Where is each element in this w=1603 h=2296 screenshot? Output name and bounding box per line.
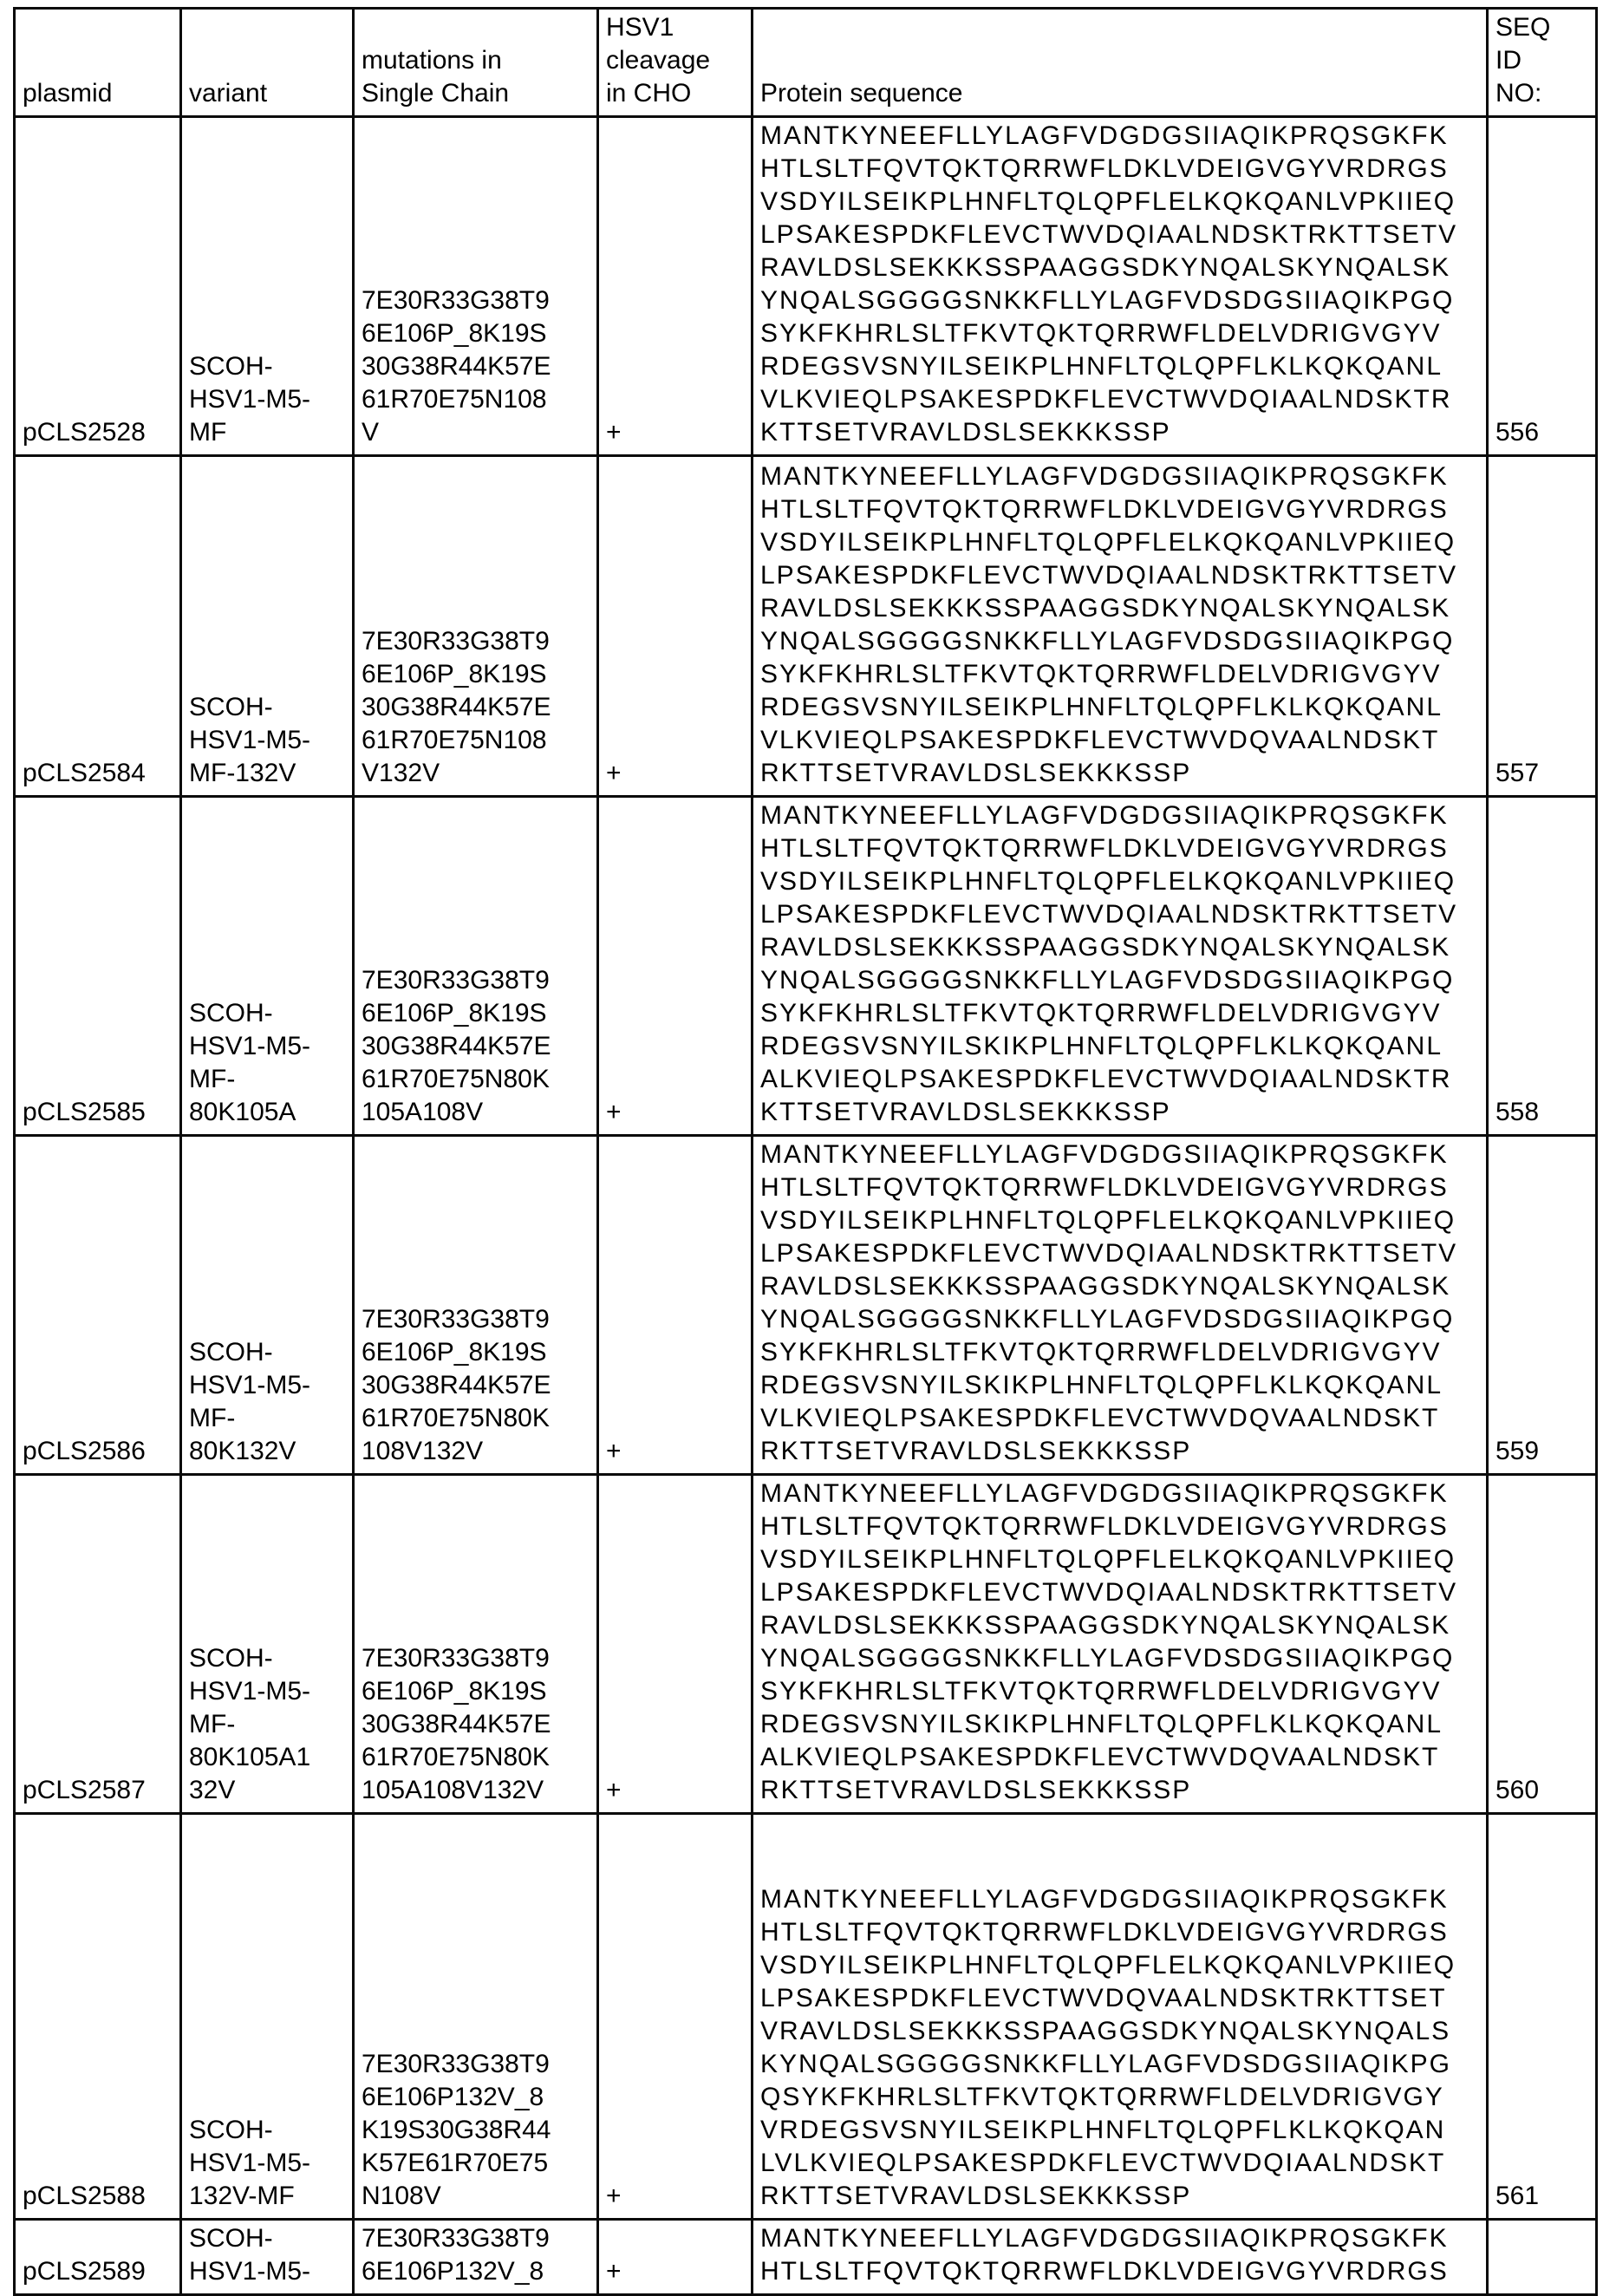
cleavage-cell: + <box>598 456 753 797</box>
seq-id-cell <box>1488 2220 1597 2295</box>
table-row <box>15 1814 1597 2220</box>
mutations-cell: 7E30R33G38T9 6E106P132V_8 <box>354 2220 598 2295</box>
sequence-cell: MANTKYNEEFLLYLAGFVDGDGSIIAQIKPRQSGKFK HTLSLTFQVTQKTQRRWFLDKLVDEIGVGYVRDRGS VSDYILSEIKPLHNFLTQLQPFLELKQKQANLVPKIIEQ LPSAKESPDKFLEVCTWVDQIAALNDSKTRKTTSETV RAVLDSLSEKKKSSPAAGGSDKYNQALSKYNQALSK YNQALSGGGGSNKKFLLYLAGFVDSDGSIIAQIKPGQ SYKFKHRLSLTFKVTQKTQRRWFLDELVDRIGVGYV RDEGSVSNYILSEIKPLHNFLTQLQPFLKLKQKQANL VLKVIEQLPSAKESPDKFLEVCTWVDQIAALNDSKTR KTTSETVRAVLDSLSEKKKSSP <box>753 117 1488 456</box>
table-row <box>15 1136 1597 1475</box>
header-protein-sequence: Protein sequence <box>753 9 1488 117</box>
table-row <box>15 2220 1597 2295</box>
plasmid-cell: pCLS2589 <box>15 2220 181 2295</box>
header-cleavage: HSV1 cleavage in CHO <box>598 9 753 117</box>
sequence-cell: MANTKYNEEFLLYLAGFVDGDGSIIAQIKPRQSGKFK HTLSLTFQVTQKTQRRWFLDKLVDEIGVGYVRDRGS VSDYILSEIKPLHNFLTQLQPFLELKQKQANLVPKIIEQ LPSAKESPDKFLEVCTWVDQIAALNDSKTRKTTSETV RAVLDSLSEKKKSSPAAGGSDKYNQALSKYNQALSK YNQALSGGGGSNKKFLLYLAGFVDSDGSIIAQIKPGQ SYKFKHRLSLTFKVTQKTQRRWFLDELVDRIGVGYV RDEGSVSNYILSKIKPLHNFLTQLQPFLKLKQKQANL VLKVIEQLPSAKESPDKFLEVCTWVDQVAALNDSKT RKTTSETVRAVLDSLSEKKKSSP <box>753 1136 1488 1475</box>
seq-id-cell: 557 <box>1488 456 1597 797</box>
plasmid-cell: pCLS2528 <box>15 117 181 456</box>
variant-cell: SCOH- HSV1-M5- MF- 80K132V <box>181 1136 354 1475</box>
variant-cell: SCOH- HSV1-M5- MF- 80K105A <box>181 797 354 1136</box>
cleavage-cell: + <box>598 117 753 456</box>
plasmid-cell: pCLS2586 <box>15 1136 181 1475</box>
header-seq-id: SEQ ID NO: <box>1488 9 1597 117</box>
patent-table-sheet <box>13 7 1598 2296</box>
sequence-cell: MANTKYNEEFLLYLAGFVDGDGSIIAQIKPRQSGKFK HTLSLTFQVTQKTQRRWFLDKLVDEIGVGYVRDRGS <box>753 2220 1488 2295</box>
mutations-cell: 7E30R33G38T9 6E106P_8K19S 30G38R44K57E 61R70E75N108 V <box>354 117 598 456</box>
cleavage-cell: + <box>598 1475 753 1814</box>
plasmid-cell: pCLS2588 <box>15 1814 181 2220</box>
seq-id-cell: 558 <box>1488 797 1597 1136</box>
mutations-cell: 7E30R33G38T9 6E106P_8K19S 30G38R44K57E 61R70E75N108 V132V <box>354 456 598 797</box>
header-mutations: mutations in Single Chain <box>354 9 598 117</box>
variant-cell: SCOH- HSV1-M5- MF- 80K105A1 32V <box>181 1475 354 1814</box>
header-row <box>15 9 1597 117</box>
cleavage-cell: + <box>598 1136 753 1475</box>
sequence-cell: MANTKYNEEFLLYLAGFVDGDGSIIAQIKPRQSGKFK HTLSLTFQVTQKTQRRWFLDKLVDEIGVGYVRDRGS VSDYILSEIKPLHNFLTQLQPFLELKQKQANLVPKIIEQ LPSAKESPDKFLEVCTWVDQVAALNDSKTRKTTSET VRAVLDSLSEKKKSSPAAGGSDKYNQALSKYNQALS KYNQALSGGGGSNKKFLLYLAGFVDSDGSIIAQIKPG QSYKFKHRLSLTFKVTQKTQRRWFLDELVDRIGVGY VRDEGSVSNYILSEIKPLHNFLTQLQPFLKLKQKQAN LVLKVIEQLPSAKESPDKFLEVCTWVDQIAALNDSKT RKTTSETVRAVLDSLSEKKKSSP <box>753 1814 1488 2220</box>
mutations-cell: 7E30R33G38T9 6E106P_8K19S 30G38R44K57E 61R70E75N80K 108V132V <box>354 1136 598 1475</box>
table-row <box>15 456 1597 797</box>
plasmid-cell: pCLS2587 <box>15 1475 181 1814</box>
cleavage-cell: + <box>598 797 753 1136</box>
sequence-cell: MANTKYNEEFLLYLAGFVDGDGSIIAQIKPRQSGKFK HTLSLTFQVTQKTQRRWFLDKLVDEIGVGYVRDRGS VSDYILSEIKPLHNFLTQLQPFLELKQKQANLVPKIIEQ LPSAKESPDKFLEVCTWVDQIAALNDSKTRKTTSETV RAVLDSLSEKKKSSPAAGGSDKYNQALSKYNQALSK YNQALSGGGGSNKKFLLYLAGFVDSDGSIIAQIKPGQ SYKFKHRLSLTFKVTQKTQRRWFLDELVDRIGVGYV RDEGSVSNYILSEIKPLHNFLTQLQPFLKLKQKQANL VLKVIEQLPSAKESPDKFLEVCTWVDQVAALNDSKT RKTTSETVRAVLDSLSEKKKSSP <box>753 456 1488 797</box>
seq-id-cell: 561 <box>1488 1814 1597 2220</box>
variant-cell: SCOH- HSV1-M5- MF-132V <box>181 456 354 797</box>
seq-id-cell: 560 <box>1488 1475 1597 1814</box>
variant-cell: SCOH- HSV1-M5- <box>181 2220 354 2295</box>
variant-cell: SCOH- HSV1-M5- 132V-MF <box>181 1814 354 2220</box>
table-row <box>15 797 1597 1136</box>
cleavage-cell: + <box>598 2220 753 2295</box>
table-row <box>15 1475 1597 1814</box>
table-row <box>15 117 1597 456</box>
sequence-cell: MANTKYNEEFLLYLAGFVDGDGSIIAQIKPRQSGKFK HTLSLTFQVTQKTQRRWFLDKLVDEIGVGYVRDRGS VSDYILSEIKPLHNFLTQLQPFLELKQKQANLVPKIIEQ LPSAKESPDKFLEVCTWVDQIAALNDSKTRKTTSETV RAVLDSLSEKKKSSPAAGGSDKYNQALSKYNQALSK YNQALSGGGGSNKKFLLYLAGFVDSDGSIIAQIKPGQ SYKFKHRLSLTFKVTQKTQRRWFLDELVDRIGVGYV RDEGSVSNYILSKIKPLHNFLTQLQPFLKLKQKQANL ALKVIEQLPSAKESPDKFLEVCTWVDQVAALNDSKT RKTTSETVRAVLDSLSEKKKSSP <box>753 1475 1488 1814</box>
mutations-cell: 7E30R33G38T9 6E106P132V_8 K19S30G38R44 K57E61R70E75 N108V <box>354 1814 598 2220</box>
header-plasmid: plasmid <box>15 9 181 117</box>
cleavage-cell: + <box>598 1814 753 2220</box>
header-variant: variant <box>181 9 354 117</box>
sequence-cell: MANTKYNEEFLLYLAGFVDGDGSIIAQIKPRQSGKFK HTLSLTFQVTQKTQRRWFLDKLVDEIGVGYVRDRGS VSDYILSEIKPLHNFLTQLQPFLELKQKQANLVPKIIEQ LPSAKESPDKFLEVCTWVDQIAALNDSKTRKTTSETV RAVLDSLSEKKKSSPAAGGSDKYNQALSKYNQALSK YNQALSGGGGSNKKFLLYLAGFVDSDGSIIAQIKPGQ SYKFKHRLSLTFKVTQKTQRRWFLDELVDRIGVGYV RDEGSVSNYILSKIKPLHNFLTQLQPFLKLKQKQANL ALKVIEQLPSAKESPDKFLEVCTWVDQIAALNDSKTR KTTSETVRAVLDSLSEKKKSSP <box>753 797 1488 1136</box>
plasmid-cell: pCLS2584 <box>15 456 181 797</box>
mutations-cell: 7E30R33G38T9 6E106P_8K19S 30G38R44K57E 61R70E75N80K 105A108V132V <box>354 1475 598 1814</box>
seq-id-cell: 556 <box>1488 117 1597 456</box>
plasmid-cell: pCLS2585 <box>15 797 181 1136</box>
plasmid-variant-table <box>13 7 1598 2296</box>
seq-id-cell: 559 <box>1488 1136 1597 1475</box>
mutations-cell: 7E30R33G38T9 6E106P_8K19S 30G38R44K57E 61R70E75N80K 105A108V <box>354 797 598 1136</box>
variant-cell: SCOH- HSV1-M5- MF <box>181 117 354 456</box>
